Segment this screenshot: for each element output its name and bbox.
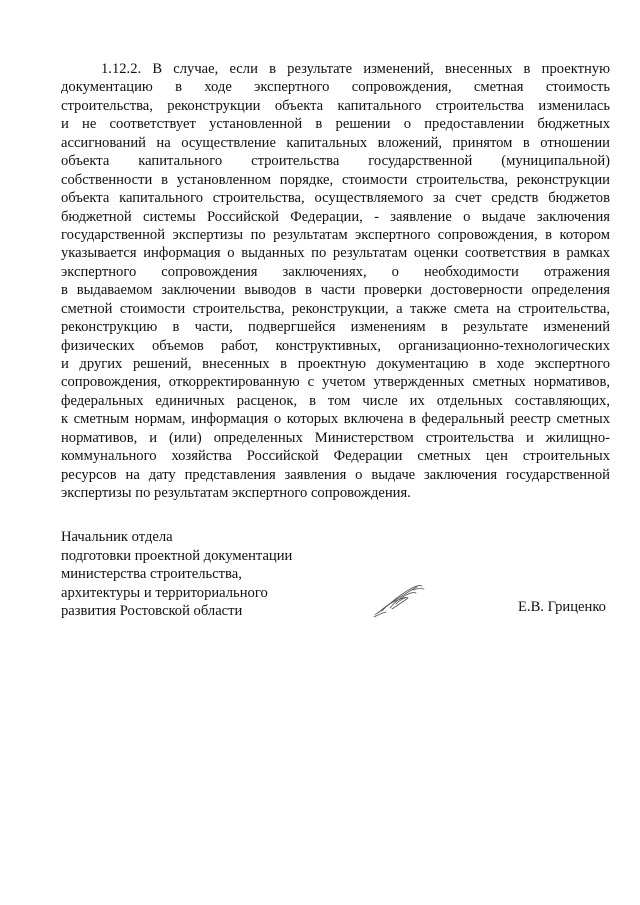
paragraph-line: нормативов, и (или) определенных Министерством строительства и жилищно- [61, 429, 610, 446]
paragraph-line: к сметным нормам, информация о которых включена в федеральный реестр сметных [61, 411, 610, 428]
signatory-title-line: Начальник отдела [61, 529, 173, 545]
paragraph-line: физических объемов работ, конструктивных, организационно-технологических [61, 337, 610, 354]
paragraph-line: сметной стоимости строительства, реконструкции, а также смета на строительства, [61, 300, 610, 317]
paragraph-line: реконструкцию в части, подвергшейся изменениям в результате изменений [61, 319, 610, 336]
paragraph-line: объекта капитального строительства государственной (муниципальной) [61, 153, 610, 170]
paragraph-line: строительства, реконструкции объекта капитального строительства изменилась [61, 97, 610, 114]
clause-1-12-2-paragraph [61, 60, 610, 503]
paragraph-line: указывается информация о выданных по результатам оценки соответствия в рамках [61, 245, 610, 262]
signatory-title-line: подготовки проектной документации [61, 547, 293, 564]
paragraph-line: экспертного сопровождения заключениях, о необходимости отражения [61, 263, 610, 280]
paragraph-line: федеральных единичных расценок, в том числе их отдельных составляющих, [61, 392, 610, 409]
signatory-title-line: министерства строительства, [61, 566, 242, 583]
paragraph-line: и не соответствует установленной в решении о предоставлении бюджетных [61, 116, 610, 133]
paragraph-line: 1.12.2. В случае, если в результате изменений, внесенных в проектную [101, 61, 610, 77]
paragraph-line-last: экспертизы по результатам экспертного сопровождения. [61, 485, 411, 502]
signatory-name: Е.В. Гриценко [518, 599, 606, 615]
paragraph-line: в выдаваемом заключении выводов в части проверки достоверности определения [61, 282, 610, 299]
handwritten-signature [372, 584, 428, 618]
paragraph-line: объекта капитального строительства, осуществляемого за счет средств бюджетов [61, 190, 610, 207]
paragraph-line: государственной экспертизы по результатам экспертного сопровождения, в котором [61, 226, 610, 243]
paragraph-line: документацию в ходе экспертного сопровождения, сметная стоимость [61, 79, 610, 96]
paragraph-line: ресурсов на дату представления заявления о выдаче заключения государственной [61, 466, 610, 483]
signatory-title-line: архитектуры и территориального [61, 584, 268, 601]
signatory-position-title [61, 528, 292, 621]
paragraph-line: и других решений, внесенных в проектную документацию в ходе экспертного [61, 356, 610, 372]
paragraph-line: коммунального хозяйства Российской Федерации сметных цен строительных [61, 448, 610, 465]
paragraph-line: собственности в установленном порядке, стоимости строительства, реконструкции [61, 171, 610, 188]
paragraph-line: бюджетной системы Российской Федерации, - заявление о выдаче заключения [61, 208, 610, 225]
paragraph-line: ассигнований на осуществление капитальных вложений, принятом в отношении [61, 134, 610, 151]
paragraph-line: сопровождения, откорректированную с учетом утвержденных сметных нормативов, [61, 374, 610, 391]
signatory-title-line: развития Ростовской области [61, 603, 243, 620]
